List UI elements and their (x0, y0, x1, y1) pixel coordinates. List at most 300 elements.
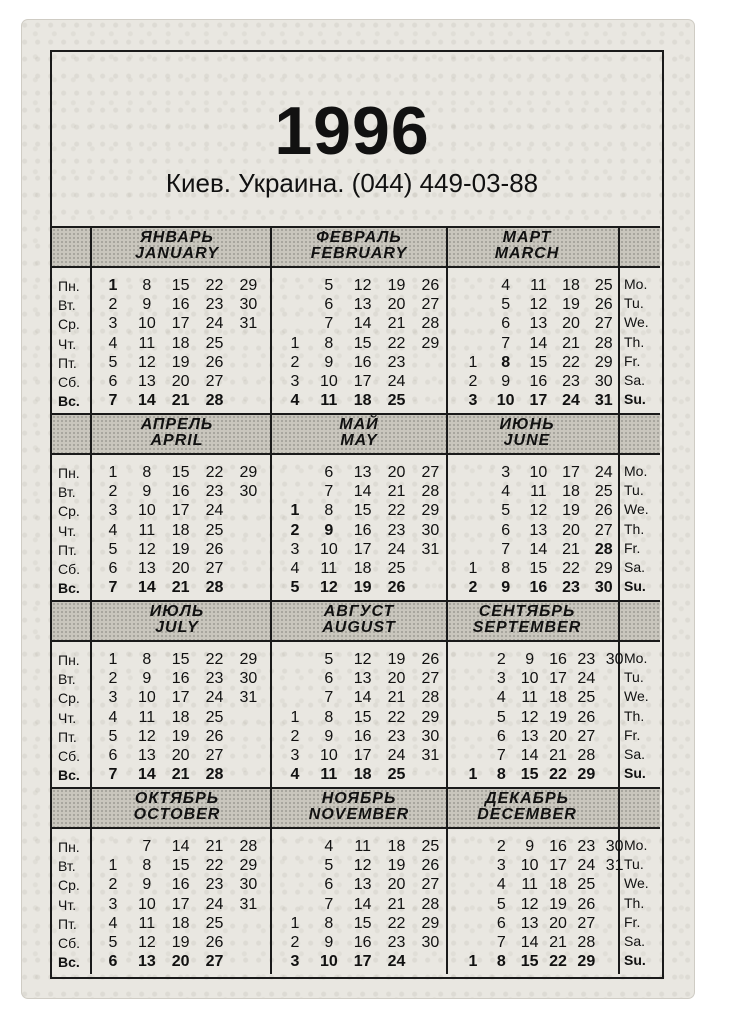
weekday-label-en: Tu. (624, 295, 644, 312)
week-column (98, 276, 128, 410)
weekday-label-en: Mo. (624, 463, 648, 479)
week-column (98, 463, 128, 597)
day-number: 26 (421, 651, 440, 668)
week-column (233, 463, 263, 597)
month-title (274, 230, 444, 262)
day-number: 9 (324, 933, 334, 951)
day-number: 21 (549, 746, 567, 764)
day-number: 13 (353, 670, 372, 688)
day-number: 27 (205, 559, 224, 577)
day-number: 17 (353, 540, 372, 558)
weekday-label-ru: Вт. (58, 297, 76, 314)
day-number: 15 (171, 277, 190, 294)
day-number: 7 (496, 746, 506, 764)
day-number: 6 (501, 315, 511, 333)
day-number: 14 (137, 579, 156, 597)
weekday-label-ru: Вс. (58, 580, 80, 597)
day-number: 4 (290, 766, 300, 784)
day-number (458, 482, 488, 501)
month-title (92, 417, 262, 449)
day-number (600, 746, 630, 765)
month-title (442, 417, 612, 449)
day-number: 5 (290, 579, 300, 597)
day-number (600, 727, 630, 746)
day-number: 5 (108, 540, 118, 558)
day-number: 19 (562, 296, 580, 314)
day-number: 4 (108, 334, 118, 352)
day-number: 26 (577, 708, 596, 726)
day-number: 22 (387, 502, 406, 520)
day-number: 3 (290, 746, 300, 764)
month-name-en: OCTOBER (133, 806, 221, 823)
day-number: 21 (171, 392, 190, 410)
day-number: 14 (529, 334, 548, 352)
day-number: 27 (577, 914, 596, 932)
day-number: 1 (108, 277, 118, 294)
day-number: 29 (421, 502, 440, 520)
day-number: 3 (108, 502, 118, 520)
day-number: 12 (353, 651, 372, 668)
day-number: 11 (320, 392, 338, 410)
day-number (600, 765, 630, 784)
month-name-en: JUNE (503, 432, 551, 449)
day-number (458, 276, 488, 295)
day-number: 5 (108, 353, 118, 371)
month-title (274, 604, 444, 636)
week-column (523, 463, 553, 597)
day-number: 1 (290, 334, 300, 352)
day-number: 15 (353, 502, 372, 520)
day-number: 15 (353, 708, 372, 726)
day-number: 31 (239, 689, 258, 707)
week-column (132, 276, 162, 410)
week-column (382, 463, 412, 597)
weekday-label-en: Tu. (624, 482, 644, 499)
day-number: 5 (501, 502, 511, 520)
week-column (98, 650, 128, 784)
day-number: 8 (324, 334, 334, 352)
week-column (200, 837, 230, 971)
weekday-label-ru: Вс. (58, 767, 80, 784)
day-number: 28 (421, 689, 440, 707)
week-column (491, 463, 521, 597)
day-number: 21 (171, 579, 190, 597)
day-number: 30 (605, 651, 624, 668)
day-number: 17 (549, 857, 567, 875)
day-number: 7 (324, 315, 334, 333)
day-number: 30 (605, 838, 624, 855)
day-number: 15 (529, 559, 548, 577)
day-number: 17 (353, 746, 372, 764)
day-number: 12 (529, 296, 548, 314)
day-number: 24 (387, 746, 406, 764)
day-number: 21 (387, 689, 406, 707)
day-number: 23 (577, 651, 596, 668)
day-number: 27 (421, 876, 440, 894)
month-name-ru: АПРЕЛЬ (140, 416, 214, 433)
day-number: 2 (108, 876, 118, 894)
week-column (314, 650, 344, 784)
weekday-label-en: Fr. (624, 352, 641, 369)
day-number: 16 (171, 483, 190, 501)
day-number: 27 (205, 372, 224, 390)
day-number (458, 708, 488, 727)
weekday-label-ru: Пн. (58, 465, 80, 481)
day-number: 22 (562, 353, 580, 371)
week-column (523, 276, 553, 410)
day-number (600, 933, 630, 952)
day-number: 9 (324, 353, 334, 371)
day-number (233, 559, 263, 578)
day-number: 24 (205, 895, 224, 913)
day-number: 12 (520, 895, 539, 913)
day-number: 29 (239, 857, 258, 875)
day-number: 6 (108, 559, 118, 577)
day-number: 2 (496, 838, 506, 855)
day-number: 10 (319, 540, 338, 558)
week-column (589, 463, 619, 597)
day-number: 4 (108, 521, 118, 539)
day-number: 3 (290, 372, 300, 390)
day-number: 23 (205, 876, 224, 894)
day-number: 20 (387, 876, 406, 894)
week-column (458, 276, 488, 410)
day-number: 10 (496, 392, 515, 410)
day-number (458, 746, 488, 765)
day-number: 20 (171, 953, 190, 971)
day-number (415, 353, 445, 372)
day-number: 13 (529, 315, 548, 333)
day-number: 20 (549, 727, 567, 745)
day-number: 3 (501, 464, 511, 481)
day-number: 9 (142, 296, 152, 314)
day-number: 16 (353, 353, 372, 371)
day-number: 5 (501, 296, 511, 314)
day-number: 3 (290, 953, 300, 971)
day-number (458, 463, 488, 482)
day-number: 9 (501, 579, 511, 597)
month-title (274, 417, 444, 449)
month-name-en: JULY (155, 619, 199, 636)
day-number: 12 (353, 277, 372, 294)
day-number: 2 (108, 296, 118, 314)
day-number: 24 (205, 315, 224, 333)
day-number: 30 (594, 372, 613, 390)
week-column (314, 463, 344, 597)
day-number (415, 559, 445, 578)
day-number: 21 (549, 933, 567, 951)
month-name-en: APRIL (150, 432, 204, 449)
week-column (556, 276, 586, 410)
day-number: 29 (421, 708, 440, 726)
day-number (458, 875, 488, 894)
day-number: 27 (421, 464, 440, 481)
quarter-body (52, 829, 660, 974)
day-number (280, 314, 310, 333)
month-name-en: MARCH (494, 245, 560, 262)
day-number (415, 952, 445, 971)
day-number: 7 (142, 838, 152, 855)
day-number: 24 (594, 464, 613, 481)
month-name-ru: МАЙ (339, 416, 379, 433)
month-name-ru: МАРТ (502, 229, 552, 246)
day-number: 23 (205, 296, 224, 314)
month-name-en: DECEMBER (477, 806, 577, 823)
day-number: 13 (353, 296, 372, 314)
month-title (442, 230, 612, 262)
day-number: 1 (468, 953, 478, 971)
week-column (600, 650, 630, 784)
day-number: 6 (108, 372, 118, 390)
day-number: 17 (562, 464, 580, 481)
day-number: 28 (421, 895, 440, 913)
day-number: 24 (387, 953, 406, 971)
day-number: 25 (205, 334, 224, 352)
week-column (166, 650, 196, 784)
day-number: 26 (387, 579, 406, 597)
weekday-label-en: We. (624, 314, 649, 331)
day-number: 27 (594, 521, 613, 539)
day-number: 22 (387, 708, 406, 726)
day-number (280, 688, 310, 707)
day-number: 15 (520, 766, 539, 784)
day-number: 11 (138, 708, 156, 726)
day-number: 16 (529, 372, 548, 390)
day-number: 19 (549, 895, 567, 913)
day-number: 17 (353, 953, 372, 971)
day-number: 19 (549, 708, 567, 726)
day-number: 23 (562, 372, 580, 390)
day-number: 15 (353, 334, 372, 352)
day-number (233, 521, 263, 540)
day-number: 30 (239, 483, 258, 501)
day-number: 19 (387, 277, 406, 294)
day-number: 14 (137, 766, 156, 784)
day-number: 26 (205, 933, 224, 951)
day-number: 20 (171, 559, 190, 577)
weekday-label-ru: Пт. (58, 915, 77, 932)
week-column (233, 650, 263, 784)
day-number: 9 (525, 838, 535, 855)
day-number: 21 (387, 895, 406, 913)
day-number: 12 (137, 727, 156, 745)
week-column (515, 650, 545, 784)
day-number: 30 (239, 876, 258, 894)
weekday-label-en: Su. (624, 765, 646, 782)
weekday-label-ru: Пн. (58, 839, 80, 855)
day-number: 30 (421, 933, 440, 951)
day-number: 13 (520, 727, 539, 745)
day-number: 26 (594, 296, 613, 314)
day-number: 6 (501, 521, 511, 539)
day-number: 1 (290, 708, 300, 726)
day-number: 25 (205, 914, 224, 932)
month-title (442, 604, 612, 636)
day-number: 22 (387, 914, 406, 932)
weekday-label-en: Su. (624, 391, 646, 408)
day-number: 16 (353, 521, 372, 539)
day-number: 13 (353, 464, 372, 481)
weekday-label-en: Su. (624, 578, 646, 595)
day-number (458, 688, 488, 707)
day-number: 18 (353, 559, 372, 577)
day-number: 8 (142, 464, 152, 481)
weekday-label-ru: Пн. (58, 278, 80, 294)
week-column (233, 276, 263, 410)
day-number (458, 295, 488, 314)
day-number: 11 (521, 876, 538, 894)
day-number: 10 (319, 372, 338, 390)
day-number (458, 540, 488, 559)
day-number: 18 (549, 689, 567, 707)
day-number: 21 (387, 315, 406, 333)
day-number: 2 (108, 483, 118, 501)
day-number: 9 (324, 727, 334, 745)
day-number: 23 (205, 670, 224, 688)
day-number: 24 (205, 689, 224, 707)
day-number: 9 (142, 876, 152, 894)
day-number: 1 (468, 559, 478, 577)
week-column (348, 276, 378, 410)
day-number: 10 (520, 857, 539, 875)
day-number: 2 (290, 521, 300, 539)
day-number: 12 (137, 353, 156, 371)
day-number: 31 (605, 857, 624, 875)
quarter-block (52, 600, 660, 787)
week-column (348, 837, 378, 971)
day-number: 4 (501, 277, 511, 294)
weekday-label-en: Mo. (624, 837, 648, 853)
weekday-label-ru: Вт. (58, 484, 76, 501)
day-number: 25 (205, 708, 224, 726)
day-number: 12 (319, 579, 338, 597)
day-number: 5 (108, 727, 118, 745)
day-number (600, 952, 630, 971)
day-number: 7 (324, 895, 334, 913)
day-number: 29 (239, 651, 258, 668)
day-number: 30 (239, 670, 258, 688)
day-number: 28 (594, 334, 613, 352)
day-number: 6 (108, 953, 118, 971)
day-number: 13 (137, 559, 156, 577)
day-number: 27 (421, 296, 440, 314)
day-number: 21 (562, 334, 580, 352)
day-number: 13 (137, 953, 156, 971)
day-number: 17 (353, 372, 372, 390)
day-number: 14 (137, 392, 156, 410)
day-number: 9 (142, 483, 152, 501)
day-number: 14 (171, 838, 190, 855)
day-number: 18 (353, 392, 372, 410)
day-number: 25 (387, 766, 406, 784)
week-column (200, 650, 230, 784)
day-number: 25 (421, 838, 440, 855)
week-column (98, 837, 128, 971)
day-number: 16 (353, 727, 372, 745)
day-number: 21 (171, 766, 190, 784)
day-number: 24 (387, 540, 406, 558)
week-column (382, 276, 412, 410)
day-number: 31 (239, 895, 258, 913)
day-number: 11 (354, 838, 371, 855)
day-number: 19 (171, 540, 190, 558)
week-column (486, 837, 516, 971)
day-number: 24 (387, 372, 406, 390)
weekday-label-ru: Пт. (58, 728, 77, 745)
day-number: 4 (108, 708, 118, 726)
day-number: 27 (594, 315, 613, 333)
week-column (166, 276, 196, 410)
week-column (415, 837, 445, 971)
day-number: 5 (496, 708, 506, 726)
day-number: 10 (319, 746, 338, 764)
day-number: 17 (171, 689, 190, 707)
month-name-ru: ОКТЯБРЬ (134, 790, 220, 807)
day-number: 19 (171, 727, 190, 745)
weekday-label-ru: Пт. (58, 354, 77, 371)
day-number: 29 (594, 353, 613, 371)
day-number: 8 (142, 651, 152, 668)
month-title (274, 791, 444, 823)
day-number: 19 (562, 502, 580, 520)
quarter-block (52, 226, 660, 413)
weekday-label-ru: Чт. (58, 896, 77, 913)
week-column (314, 276, 344, 410)
month-title (92, 791, 262, 823)
day-number: 11 (530, 483, 547, 501)
day-number: 31 (239, 315, 258, 333)
day-number (458, 314, 488, 333)
day-number: 25 (387, 392, 406, 410)
day-number (458, 914, 488, 933)
day-number: 7 (324, 483, 334, 501)
day-number: 10 (137, 502, 156, 520)
day-number: 18 (171, 914, 190, 932)
week-column (600, 837, 630, 971)
day-number: 20 (562, 521, 580, 539)
weekday-label-ru: Вс. (58, 393, 80, 410)
day-number: 15 (171, 857, 190, 875)
day-number: 3 (290, 540, 300, 558)
day-number: 30 (239, 296, 258, 314)
day-number: 22 (549, 953, 567, 971)
day-number: 24 (562, 392, 580, 410)
day-number: 4 (290, 559, 300, 577)
day-number: 15 (520, 953, 539, 971)
week-column (556, 463, 586, 597)
day-number: 21 (387, 483, 406, 501)
day-number (280, 669, 310, 688)
day-number: 25 (577, 876, 596, 894)
day-number: 23 (387, 521, 406, 539)
day-number (415, 372, 445, 391)
day-number: 8 (501, 353, 511, 371)
day-number: 29 (594, 559, 613, 577)
day-number (458, 669, 488, 688)
week-column (280, 837, 310, 971)
week-column (515, 837, 545, 971)
day-number (233, 708, 263, 727)
weekday-label-en: We. (624, 875, 649, 892)
month-name-ru: ЯНВАРЬ (140, 229, 214, 246)
weekday-label-en: Mo. (624, 650, 648, 666)
day-number: 20 (171, 746, 190, 764)
day-number: 20 (387, 670, 406, 688)
day-number: 16 (171, 876, 190, 894)
day-number: 17 (529, 392, 548, 410)
day-number: 5 (108, 933, 118, 951)
weekday-label-ru: Чт. (58, 335, 77, 352)
